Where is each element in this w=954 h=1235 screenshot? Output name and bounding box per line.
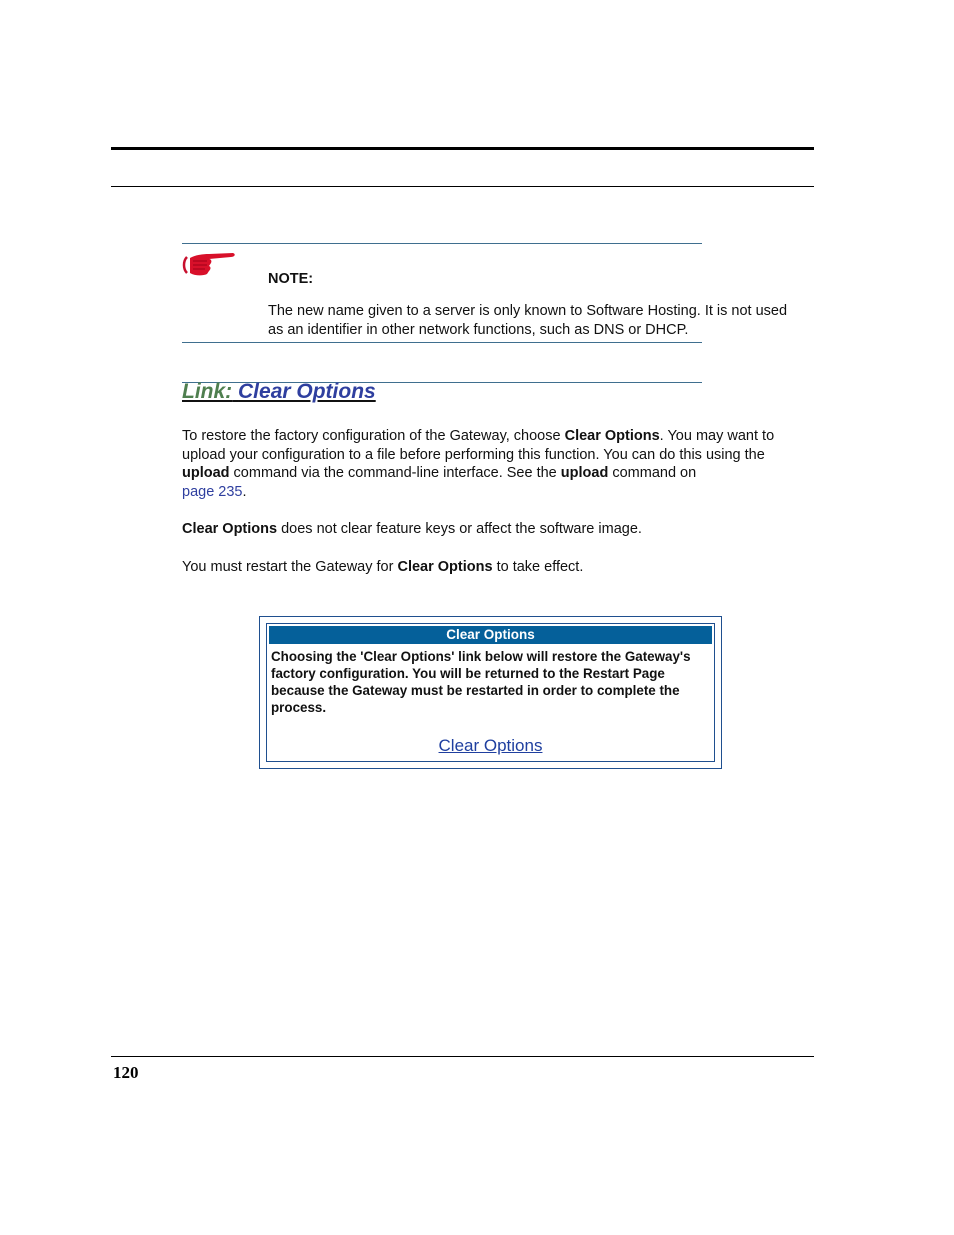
heading-title: Clear Options [238, 380, 376, 403]
page-reference-link[interactable]: page 235 [182, 483, 243, 500]
screenshot-header: Clear Options [269, 626, 712, 644]
paragraph-restart: You must restart the Gateway for Clear Options to take effect. [182, 559, 584, 575]
note-label: NOTE: [268, 271, 314, 287]
section-heading[interactable] [182, 380, 376, 404]
note-bottom-rule [182, 342, 702, 343]
paragraph-feature-keys: Clear Options does not clear feature keys or affect the software image. [182, 521, 642, 537]
note-text: The new name given to a server is only known to Software Hosting. It is not used as an identifier in other network functions, such as DNS or DHCP. [268, 303, 788, 338]
header-rule-thick [111, 147, 814, 150]
screenshot-body-text: Choosing the 'Clear Options' link below will restore the Gateway's factory configuration. You will be returned to the Restart Page because the Gateway must be restarted in order to complete the process. [271, 649, 691, 715]
clear-options-screenshot [259, 616, 722, 769]
note-top-rule [182, 243, 702, 244]
page-number: 120 [113, 1063, 139, 1082]
heading-prefix: Link: [182, 380, 233, 403]
screenshot-panel [266, 623, 715, 762]
paragraph-restore: To restore the factory configuration of the Gateway, choose Clear Options. You may want to upload your configuration to a file before performing this function. You can do this using the upload command via the command-line interface. See the upload command on page 235. [182, 428, 775, 500]
pointing-hand-icon [181, 251, 237, 279]
footer-rule [111, 1056, 814, 1057]
header-rule-thin [111, 186, 814, 187]
clear-options-link[interactable]: Clear Options [438, 736, 543, 755]
